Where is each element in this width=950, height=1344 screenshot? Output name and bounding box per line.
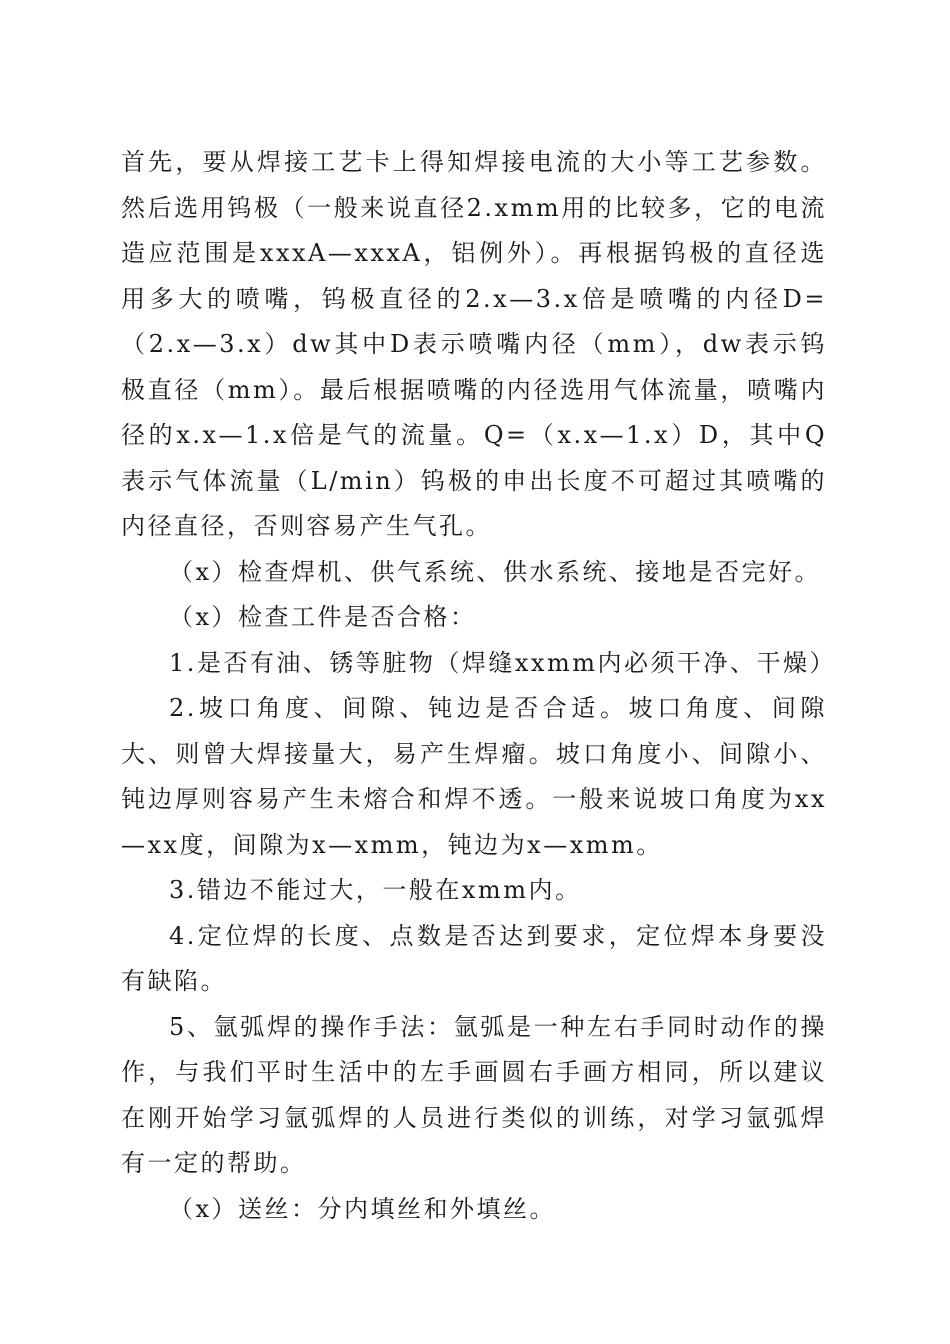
paragraph-wire-feeding: （x）送丝：分内填丝和外填丝。 — [169, 1194, 557, 1223]
list-item-oil-rust: 1.是否有油、锈等脏物（焊缝xxmm内必须干净、干燥） — [169, 648, 836, 677]
paragraph-check-workpiece: （x）检查工件是否合格： — [169, 603, 477, 631]
list-item-tack-weld: 4.定位焊的长度、点数是否达到要求，定位焊本身要没有缺陷。 — [121, 921, 827, 995]
paragraph-check-welder: （x）检查焊机、供气系统、供水系统、接地是否完好。 — [169, 557, 822, 586]
list-item-misalignment: 3.错边不能过大，一般在xmm内。 — [169, 876, 582, 904]
list-item-groove-angle: 2.坡口角度、间隙、钝边是否合适。坡口角度、间隙大、则曾大焊接量大，易产生焊瘤。坡口角度小、间隙小、钝边厚则容易产生未熔合和焊不透。一般来说坡口角度为xx—xx度，间隙为x—xmm，钝边为x—xmm。 — [121, 694, 827, 859]
paragraph-operating-technique: 5、氩弧焊的操作手法：氩弧是一种左右手同时动作的操作，与我们平时生活中的左手画圆右手画方相同，所以建议在刚开始学习氩弧焊的人员进行类似的训练，对学习氩弧焊有一定的帮助。 — [121, 1012, 827, 1177]
paragraph-tig-parameters: 首先，要从焊接工艺卡上得知焊接电流的大小等工艺参数。然后选用钨极（一般来说直径2.xmm用的比较多，它的电流造应范围是xxxA—xxxA，铝例外）。再根据钨极的直径选用多大的喷嘴，钨极直径的2.x—3.x倍是喷嘴的内径D=（2.x—3.x）dw其中D表示喷嘴内径（mm），dw表示钨极直径（mm）。最后根据喷嘴的内径选用气体流量，喷嘴内径的x.x—1.x倍是气的流量。Q=（x.x—1.x）D，其中Q表示气体流量（L/min）钨极的申出长度不可超过其喷嘴的内径直径，否则容易产生气孔。 — [121, 148, 827, 540]
document-body — [121, 140, 836, 1232]
